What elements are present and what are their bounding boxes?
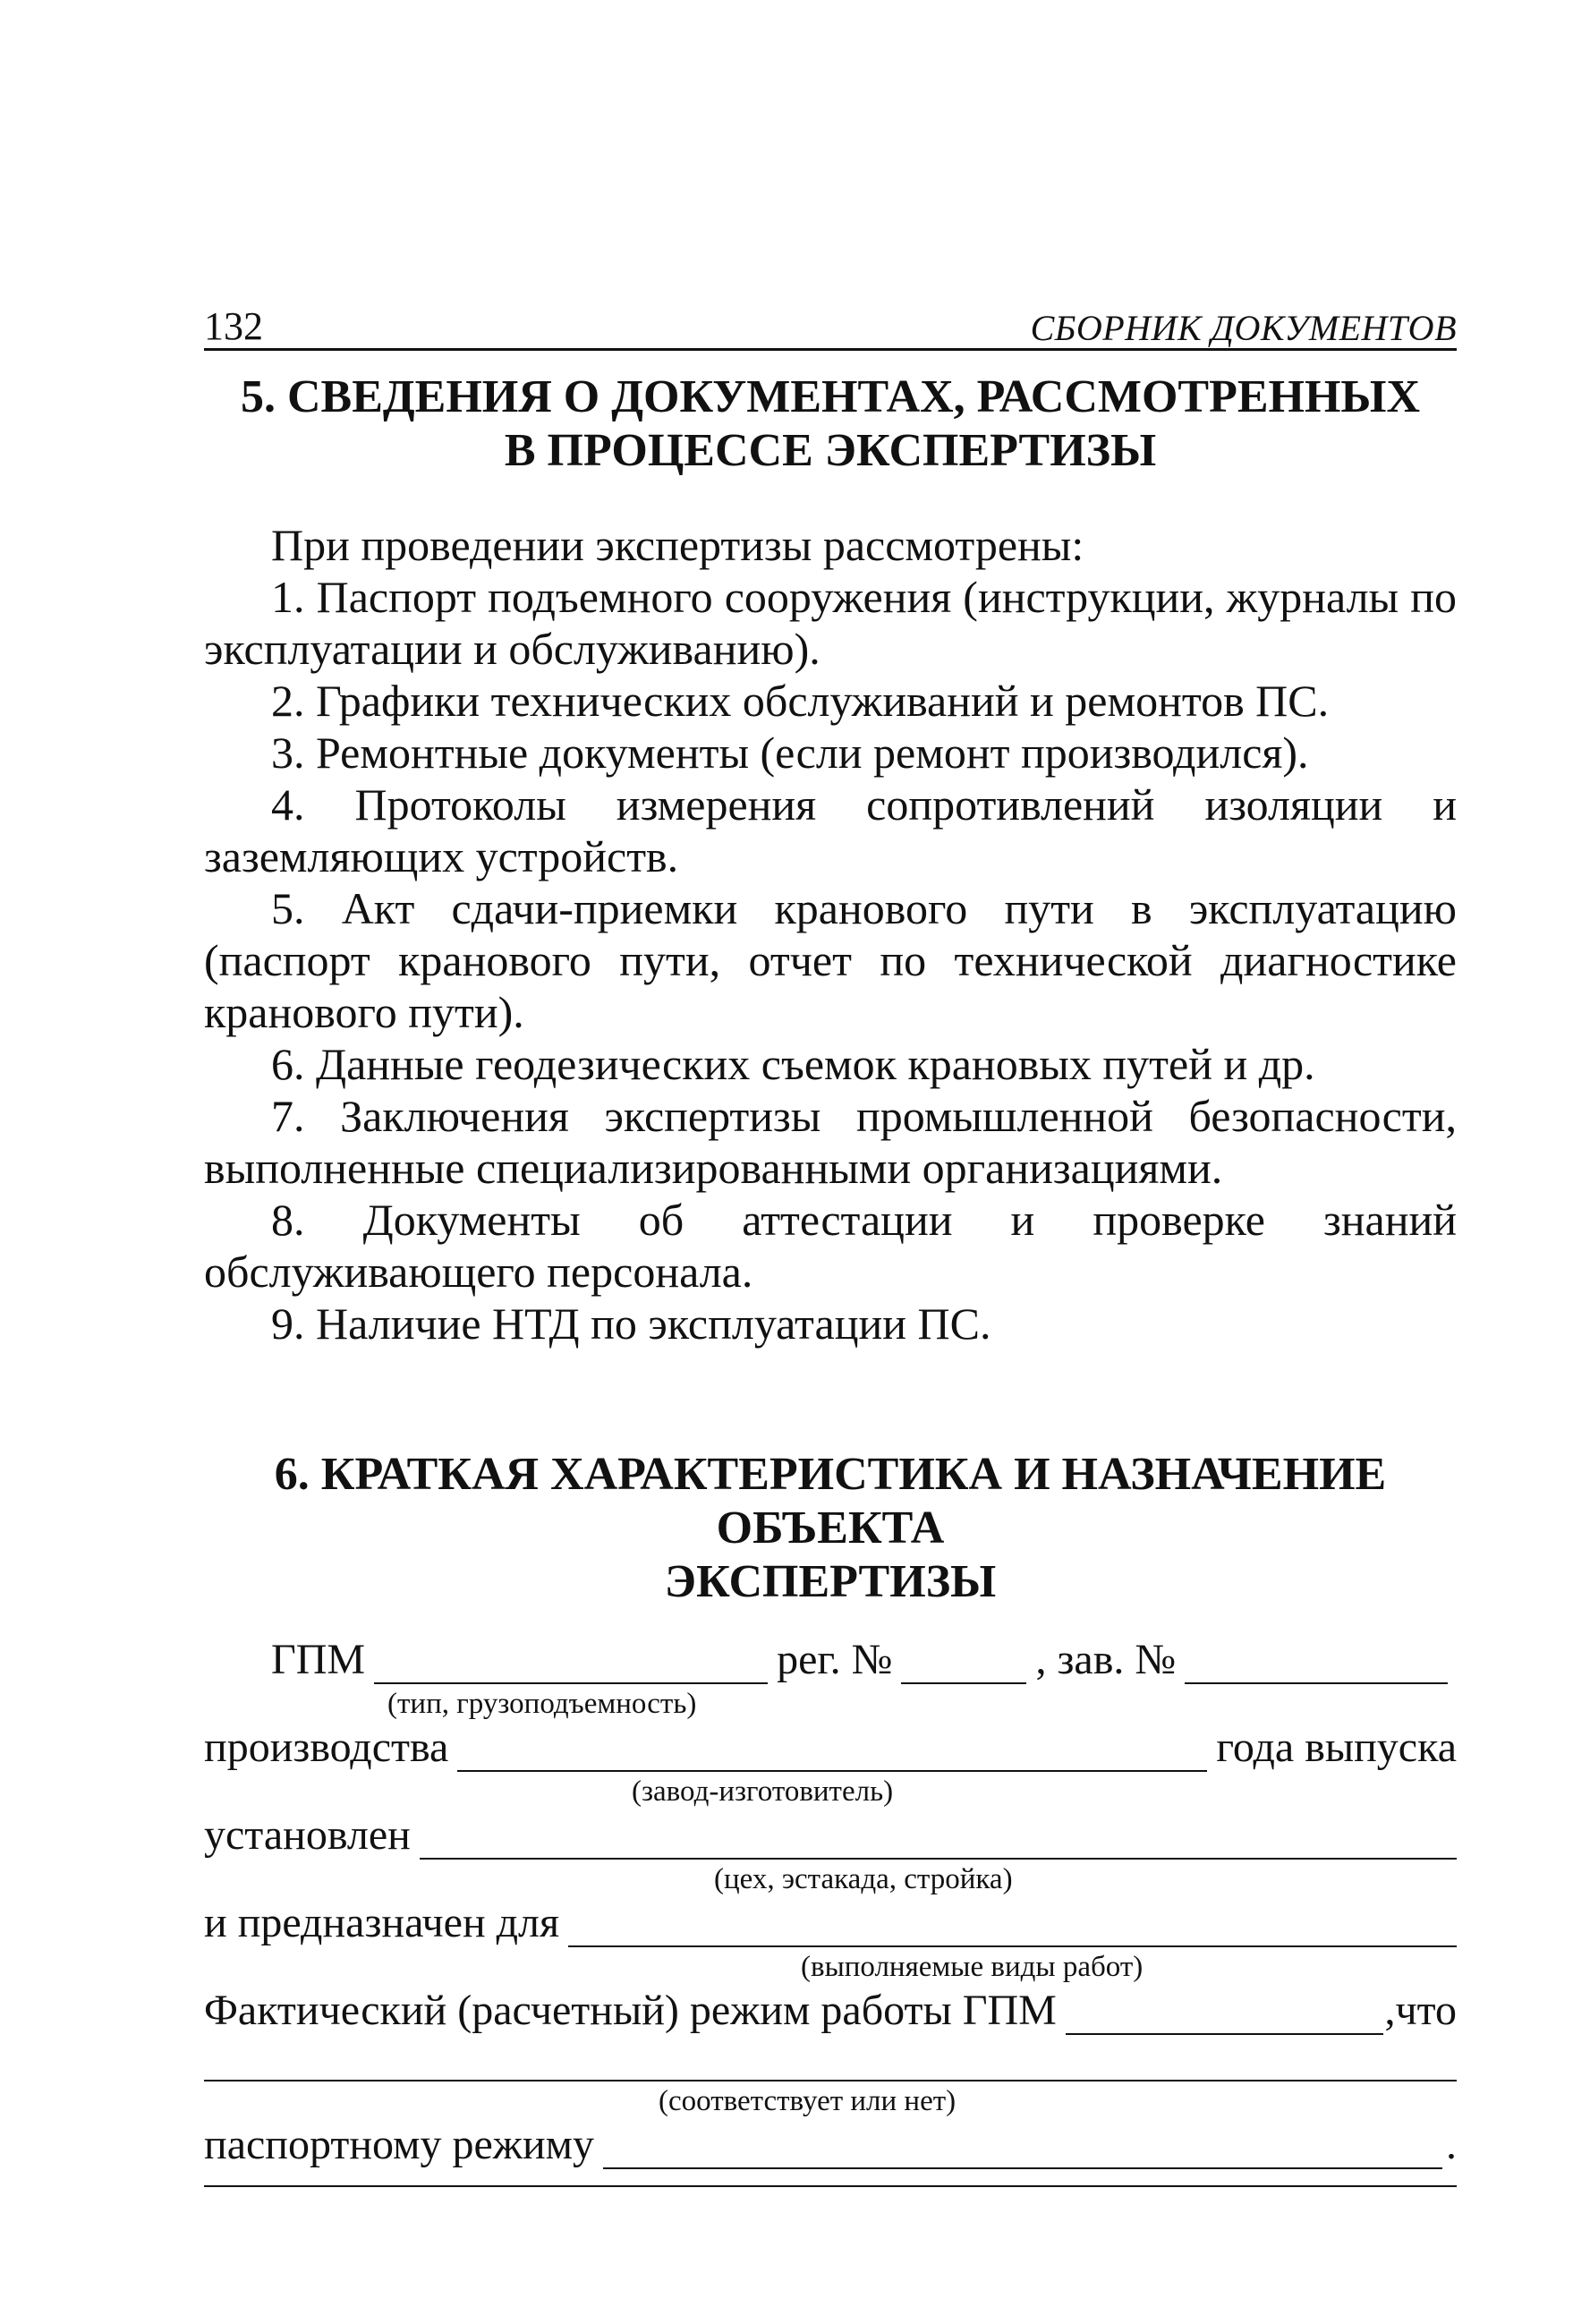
gpm-label: ГПМ (271, 1636, 366, 1683)
document-page (204, 291, 1457, 2187)
work-types-field[interactable] (568, 1910, 1457, 1947)
page-number: 132 (204, 304, 263, 348)
list-item: 4. Протоколы измерения сопротивлений изоляции и заземляющих устройств. (204, 779, 1457, 881)
location-caption-row (204, 1860, 1457, 1899)
list-item: 3. Ремонтные документы (если ремонт производился). (271, 728, 1309, 778)
manufacturer-caption-row (204, 1772, 1457, 1811)
purpose-row (204, 1899, 1457, 1947)
section-6 (204, 1448, 1457, 2187)
mode-field[interactable] (1066, 1997, 1383, 2035)
list-item: 8. Документы об аттестации и проверке знаний обслуживающего персонала. (204, 1195, 1457, 1297)
passport-field[interactable] (603, 2132, 1442, 2169)
passport-row (204, 2121, 1457, 2169)
passport-suffix: . (1446, 2121, 1457, 2168)
gpm-type-field[interactable] (374, 1647, 768, 1684)
reg-number-label: рег. № (777, 1636, 893, 1683)
location-caption: (цех, эстакада, стройка) (714, 1863, 1013, 1895)
mode-label: Фактический (расчетный) режим работы ГПМ (204, 1987, 1057, 2034)
production-label: производства (204, 1724, 449, 1771)
list-item: 9. Наличие НТД по эксплуатации ПС. (271, 1298, 991, 1349)
page-header (204, 291, 1457, 351)
section-5-heading (204, 370, 1457, 478)
installed-row (204, 1811, 1457, 1860)
passport-label: паспортному режиму (204, 2121, 595, 2168)
gpm-row (204, 1636, 1457, 1684)
installed-label: установлен (204, 1811, 411, 1859)
list-item: 7. Заключения экспертизы промышленной безопасности, выполненные специализированными организациями. (204, 1091, 1457, 1193)
section-6-heading-line-1: 6. КРАТКАЯ ХАРАКТЕРИСТИКА И НАЗНАЧЕНИЕ ОБЪЕКТА (274, 1449, 1387, 1554)
section-5-heading-line-1: 5. СВЕДЕНИЯ О ДОКУМЕНТАХ, РАССМОТРЕННЫХ (240, 371, 1421, 422)
object-form (204, 1636, 1457, 2187)
serial-number-label: , зав. № (1035, 1636, 1177, 1683)
purpose-label: и предназначен для (204, 1899, 560, 1946)
mode-row (204, 1987, 1457, 2035)
list-item: 1. Паспорт подъемного сооружения (инструкции, журналы по эксплуатации и обслуживанию). (204, 572, 1457, 674)
section-5 (204, 370, 1457, 1349)
list-intro: При проведении экспертизы рассмотрены: (271, 520, 1084, 570)
list-item: 5. Акт сдачи-приемки кранового пути в эксплуатацию (паспорт кранового пути, отчет по технической диагностике кранового пути). (204, 883, 1457, 1037)
conform-caption-row (204, 2081, 1457, 2121)
section-5-heading-line-2: В ПРОЦЕССЕ ЭКСПЕРТИЗЫ (504, 425, 1157, 476)
manufacturer-field[interactable] (457, 1734, 1207, 1772)
gpm-caption: (тип, грузоподъемность) (387, 1688, 697, 1720)
conform-field[interactable] (204, 2035, 1457, 2081)
section-6-heading (204, 1448, 1457, 1609)
list-item: 2. Графики технических обслуживаний и ремонтов ПС. (271, 676, 1330, 726)
location-field[interactable] (420, 1822, 1457, 1860)
section-6-heading-line-2: ЭКСПЕРТИЗЫ (664, 1556, 997, 1607)
mode-suffix: ,что (1384, 1987, 1457, 2034)
document-list (204, 519, 1457, 1349)
reg-number-field[interactable] (901, 1647, 1026, 1684)
production-row (204, 1724, 1457, 1772)
year-label: года выпуска (1216, 1724, 1457, 1771)
work-caption-row (204, 1947, 1457, 1987)
conform-caption: (соответствует или нет) (659, 2085, 957, 2117)
list-item: 6. Данные геодезических съемок крановых путей и др. (271, 1039, 1315, 1089)
gpm-caption-row (204, 1684, 1457, 1724)
work-caption: (выполняемые виды работ) (801, 1951, 1144, 1983)
running-title: СБОРНИК ДОКУМЕНТОВ (1030, 308, 1457, 348)
serial-number-field[interactable] (1185, 1647, 1448, 1684)
manufacturer-caption: (завод-изготовитель) (632, 1775, 894, 1808)
bottom-rule (204, 2180, 1457, 2187)
